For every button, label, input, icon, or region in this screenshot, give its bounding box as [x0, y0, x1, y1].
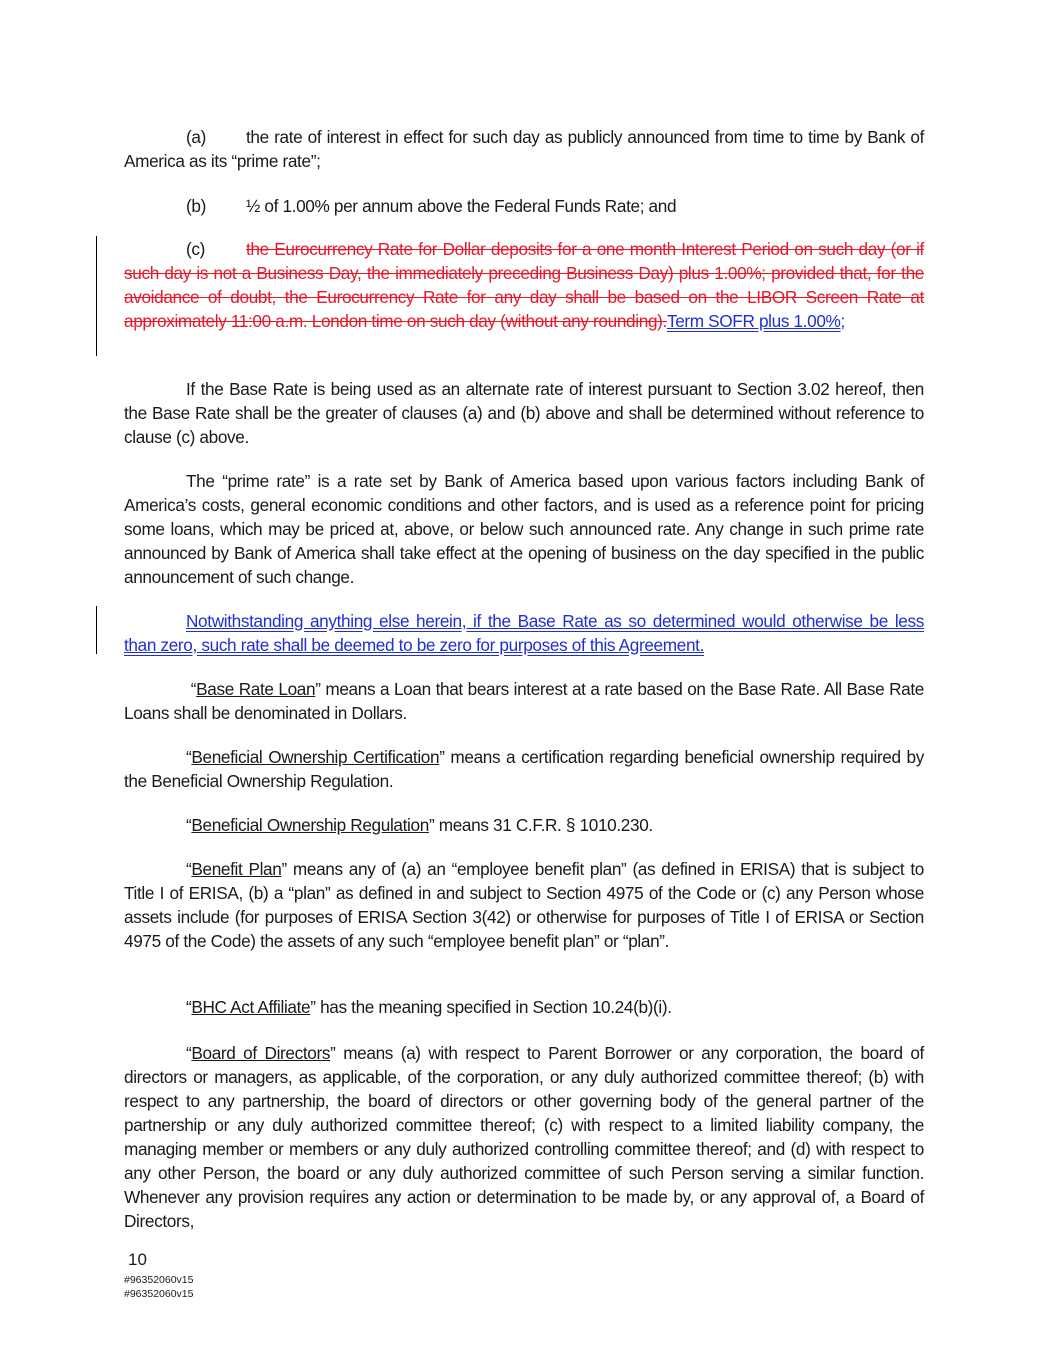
quote-open: “: [186, 1043, 192, 1063]
definition-text: ” means (a) with respect to Parent Borrower or any corporation, the board of directors or managers, as applicable, of the corporation, or any duly authorized committee thereof; (b) with respect to any partnership, the board of directors or other governing body of the general partner of the partnership or any duly authorized committee thereof; (c) with respect to a limited liability company, the managing member or members or any duly authorized controlling committee thereof; and (d) with respect to any other Person, the board or any duly authorized committee of such Person serving a similar function. Whenever any provision requires any action or determination to be made by, or any approval of, a Board of Directors,: [124, 1043, 924, 1231]
definition-base-rate-loan: [124, 677, 924, 725]
defined-term: Benefit Plan: [191, 859, 282, 879]
quote-open: “: [186, 679, 197, 699]
definition-bhc-act-affiliate: [124, 995, 924, 1019]
definition-text: ” means 31 C.F.R. § 1010.230.: [428, 815, 653, 835]
prime-rate-paragraph: [124, 469, 924, 589]
clause-c: [124, 237, 924, 333]
clause-c-deleted-text: the Eurocurrency Rate for Dollar deposits for a one month Interest Period on such day (or if such day is not a Business Day, the immediately preceding Business Day) plus 1.00%; provided that, for the avoidance of doubt, the Eurocurrency Rate for any day shall be based on the LIBOR Screen Rate at approximately 11:00 a.m. London time on such day (without any rounding).: [124, 239, 924, 331]
defined-term: Board of Directors: [191, 1043, 331, 1063]
clause-a: [124, 125, 924, 173]
definition-beneficial-ownership-regulation: [124, 813, 924, 837]
base-rate-alternate-text: If the Base Rate is being used as an alternate rate of interest pursuant to Section 3.02 hereof, then the Base Rate shall be the greater of clauses (a) and (b) above and shall be determined without reference to clause (c) above.: [124, 379, 924, 447]
document-id: #96352060v15: [124, 1274, 194, 1286]
definition-text: ” has the meaning specified in Section 10.24(b)(i).: [310, 997, 672, 1017]
definition-text: ” means a Loan that bears interest at a rate based on the Base Rate. All Base Rate Loans shall be denominated in Dollars.: [124, 679, 924, 723]
clause-b: [124, 194, 924, 218]
document-id-secondary: #96352060v15: [124, 1288, 194, 1300]
clause-b-text: ½ of 1.00% per annum above the Federal Funds Rate; and: [246, 196, 677, 216]
definition-text: ” means a certification regarding beneficial ownership required by the Beneficial Ownership Regulation.: [124, 747, 924, 791]
quote-open: “: [186, 747, 192, 767]
defined-term: Beneficial Ownership Regulation: [191, 815, 429, 835]
page-number: 10: [128, 1250, 147, 1269]
quote-open: “: [186, 859, 192, 879]
definition-beneficial-ownership-certification: [124, 745, 924, 793]
base-rate-alternate-paragraph: [124, 377, 924, 449]
clause-c-inserted-text: Term SOFR plus 1.00%;: [666, 311, 845, 331]
defined-term: BHC Act Affiliate: [191, 997, 311, 1017]
prime-rate-text: The “prime rate” is a rate set by Bank of America based upon various factors including Bank of America’s costs, general economic conditions and other factors, and is used as a reference point for pricing some loans, which may be priced at, above, or below such announced rate. Any change in such prime rate announced by Bank of America shall take effect at the opening of business on the day specified in the public announcement of such change.: [124, 471, 924, 587]
clause-b-label: (b): [186, 196, 206, 216]
definition-text: ” means any of (a) an “employee benefit plan” (as defined in ERISA) that is subject to Title I of ERISA, (b) a “plan” as defined in and subject to Section 4975 of the Code or (c) any Person whose assets include (for purposes of ERISA Section 3(42) or otherwise for purposes of Title I of ERISA or Section 4975 of the Code) the assets of any such “employee benefit plan” or “plan”.: [124, 859, 924, 951]
definition-board-of-directors: [124, 1041, 924, 1233]
defined-term: Base Rate Loan: [196, 679, 316, 699]
quote-open: “: [186, 815, 192, 835]
definition-benefit-plan: [124, 857, 924, 953]
clause-a-label: (a): [186, 127, 206, 147]
change-bar-clause-c: [96, 236, 97, 356]
clause-a-text: the rate of interest in effect for such day as publicly announced from time to time by Bank of America as its “prime rate”;: [124, 127, 924, 171]
quote-open: “: [186, 997, 192, 1017]
notwithstanding-inserted-text: Notwithstanding anything else herein, if the Base Rate as so determined would otherwise be less than zero, such rate shall be deemed to be zero for purposes of this Agreement.: [124, 611, 924, 655]
change-bar-notwithstanding: [96, 606, 97, 654]
notwithstanding-paragraph: [124, 609, 924, 657]
defined-term: Beneficial Ownership Certification: [191, 747, 440, 767]
clause-c-label: (c): [186, 239, 205, 259]
